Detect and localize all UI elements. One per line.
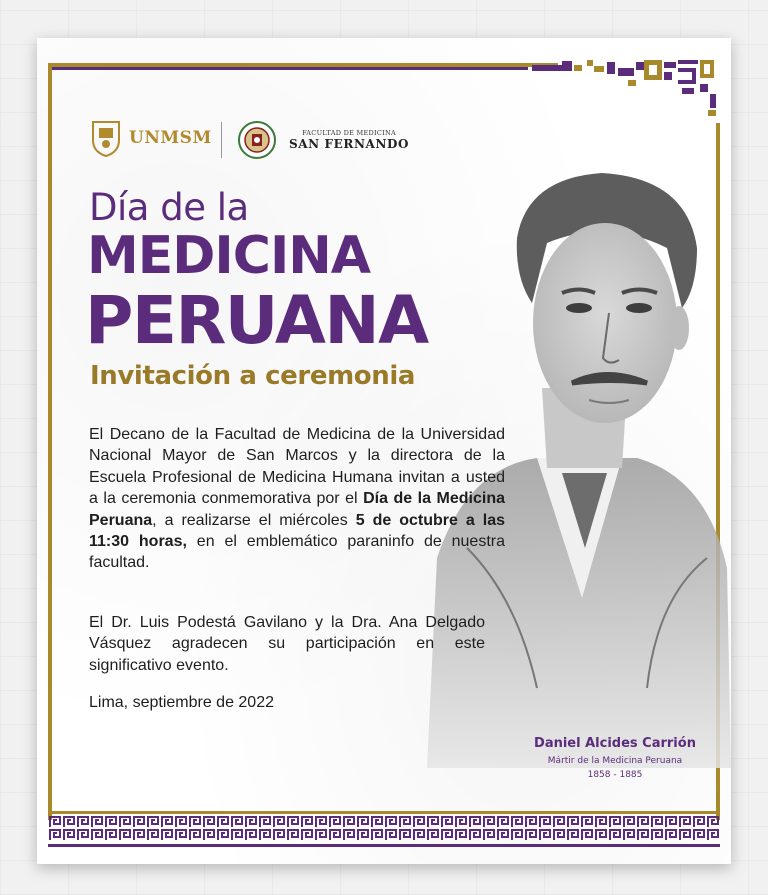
greek-key-motif bbox=[50, 830, 60, 840]
place-date: Lima, septiembre de 2022 bbox=[89, 694, 274, 711]
greek-key-motif bbox=[470, 817, 480, 827]
greek-key-motif bbox=[92, 817, 102, 827]
greek-key-motif bbox=[176, 830, 186, 840]
greek-key-motif bbox=[134, 830, 144, 840]
portrait-caption-name: Daniel Alcides Carrión bbox=[534, 736, 696, 751]
unmsm-label: UNMSM bbox=[129, 128, 212, 148]
greek-key-motif bbox=[344, 817, 354, 827]
faculty-emblem-icon bbox=[237, 120, 277, 160]
greek-key-motif bbox=[498, 817, 508, 827]
greek-key-motif bbox=[330, 817, 340, 827]
greek-key-motif bbox=[218, 817, 228, 827]
greek-key-motif bbox=[610, 830, 620, 840]
greek-key-motif bbox=[330, 830, 340, 840]
faculty-small-label: FACULTAD DE MEDICINA bbox=[302, 129, 397, 137]
greek-key-motif bbox=[680, 830, 690, 840]
greek-key-motif bbox=[554, 817, 564, 827]
greek-key-motif bbox=[540, 817, 550, 827]
logo-divider bbox=[221, 122, 222, 158]
greek-key-motif bbox=[78, 817, 88, 827]
greek-key-motif bbox=[358, 817, 368, 827]
greek-key-motif bbox=[512, 830, 522, 840]
greek-key-motif bbox=[218, 830, 228, 840]
greek-key-motif bbox=[204, 817, 214, 827]
greek-key-motif bbox=[512, 817, 522, 827]
greek-key-motif bbox=[666, 817, 676, 827]
greek-key-motif bbox=[64, 817, 74, 827]
subtitle: Invitación a ceremonia bbox=[90, 361, 415, 391]
greek-key-motif bbox=[680, 817, 690, 827]
title-line-1: Día de la bbox=[89, 186, 249, 229]
greek-key-motif bbox=[386, 830, 396, 840]
greek-key-motif bbox=[358, 830, 368, 840]
p1-part2: , a realizarse el miércoles bbox=[152, 511, 356, 529]
greek-key-motif bbox=[596, 817, 606, 827]
greek-key-motif bbox=[414, 830, 424, 840]
invitation-card bbox=[37, 38, 731, 864]
greek-key-motif bbox=[78, 830, 88, 840]
greek-key-motif bbox=[456, 830, 466, 840]
greek-key-motif bbox=[470, 830, 480, 840]
greek-key-motif bbox=[582, 817, 592, 827]
unmsm-logo bbox=[89, 118, 212, 158]
greek-key-motif bbox=[484, 830, 494, 840]
title-line-2: MEDICINA bbox=[87, 226, 371, 286]
faculty-logo bbox=[237, 120, 409, 160]
greek-key-motif bbox=[638, 817, 648, 827]
greek-key-motif bbox=[638, 830, 648, 840]
greek-key-motif bbox=[568, 830, 578, 840]
greek-key-motif bbox=[232, 830, 242, 840]
greek-key-motif bbox=[106, 817, 116, 827]
greek-key-motif bbox=[288, 817, 298, 827]
greek-key-motif bbox=[148, 830, 158, 840]
greek-key-motif bbox=[694, 830, 704, 840]
greek-key-motif bbox=[498, 830, 508, 840]
greek-key-motif bbox=[162, 817, 172, 827]
greek-key-motif bbox=[316, 830, 326, 840]
greek-key-motif bbox=[372, 830, 382, 840]
bottom-greek-key-band bbox=[48, 811, 720, 847]
greek-key-motif bbox=[624, 817, 634, 827]
greek-key-motif bbox=[302, 830, 312, 840]
title-line-3: PERUANA bbox=[85, 282, 428, 359]
greek-key-motif bbox=[120, 830, 130, 840]
greek-key-motif bbox=[232, 817, 242, 827]
greek-key-motif bbox=[582, 830, 592, 840]
greek-key-motif bbox=[428, 830, 438, 840]
greek-key-motif bbox=[526, 830, 536, 840]
greek-key-motif bbox=[148, 817, 158, 827]
greek-key-motif bbox=[162, 830, 172, 840]
greek-key-motif bbox=[442, 830, 452, 840]
frame-top-purple bbox=[48, 67, 528, 70]
greek-key-motif bbox=[120, 817, 130, 827]
greek-key-motif bbox=[442, 817, 452, 827]
greek-key-motif bbox=[596, 830, 606, 840]
p1-part3: en el emblemático paraninfo de nuestra facultad. bbox=[89, 533, 506, 572]
greek-key-motif bbox=[610, 817, 620, 827]
greek-key-motif bbox=[316, 817, 326, 827]
portrait-caption-role: Mártir de la Medicina Peruana bbox=[547, 756, 683, 766]
greek-key-motif bbox=[428, 817, 438, 827]
greek-key-motif bbox=[50, 817, 60, 827]
greek-key-motif bbox=[708, 830, 718, 840]
greek-key-motif bbox=[652, 830, 662, 840]
greek-key-motif bbox=[526, 817, 536, 827]
portrait-caption-years: 1858 - 1885 bbox=[587, 770, 643, 780]
p1-bold-date: 5 de octubre a las 11:30 horas, bbox=[89, 511, 506, 551]
greek-key-motif bbox=[64, 830, 74, 840]
greek-key-motif bbox=[302, 817, 312, 827]
greek-key-motif bbox=[344, 830, 354, 840]
greek-key-motif bbox=[666, 830, 676, 840]
greek-key-motif bbox=[246, 817, 256, 827]
greek-key-motif bbox=[190, 817, 200, 827]
greek-key-motif bbox=[386, 817, 396, 827]
greek-key-motif bbox=[92, 830, 102, 840]
greek-key-motif bbox=[540, 830, 550, 840]
p1-bold-event: Día de la Medicina Peruana bbox=[89, 490, 505, 529]
greek-key-motif bbox=[204, 830, 214, 840]
greek-key-motif bbox=[694, 817, 704, 827]
greek-key-motif bbox=[456, 817, 466, 827]
greek-key-motif bbox=[176, 817, 186, 827]
greek-key-motif bbox=[624, 830, 634, 840]
greek-key-motif bbox=[260, 830, 270, 840]
university-seal-icon bbox=[89, 118, 123, 158]
greek-key-motif bbox=[400, 817, 410, 827]
greek-key-motif bbox=[652, 817, 662, 827]
faculty-text bbox=[289, 129, 409, 151]
greek-key-motif bbox=[400, 830, 410, 840]
greek-key-motif bbox=[708, 817, 718, 827]
greek-key-motif bbox=[106, 830, 116, 840]
greek-key-motif bbox=[484, 817, 494, 827]
greek-key-motif bbox=[414, 817, 424, 827]
greek-key-motif bbox=[190, 830, 200, 840]
p1-part1: El Decano de la Facultad de Medicina de la Universidad Nacional Mayor de San Marcos y la directora de la Escuela Profesional de Medicina Humana invitan a usted a la ceremonia conmemorativa por el bbox=[89, 426, 505, 508]
greek-key-motif bbox=[274, 830, 284, 840]
greek-key-motif bbox=[246, 830, 256, 840]
greek-key-motif bbox=[568, 817, 578, 827]
greek-key-motif bbox=[372, 817, 382, 827]
greek-key-motif bbox=[274, 817, 284, 827]
greek-key-motif bbox=[260, 817, 270, 827]
thanks-paragraph: El Dr. Luis Podestá Gavilano y la Dra. Ana Delgado Vásquez agradecen su participación en este significativo evento. bbox=[89, 614, 485, 674]
invitation-paragraph bbox=[89, 424, 505, 574]
andean-corner-pattern bbox=[532, 58, 722, 118]
faculty-name: SAN FERNANDO bbox=[289, 137, 410, 151]
greek-key-motif bbox=[288, 830, 298, 840]
greek-key-motif bbox=[134, 817, 144, 827]
frame-left-gold bbox=[48, 63, 52, 820]
greek-key-motif bbox=[554, 830, 564, 840]
